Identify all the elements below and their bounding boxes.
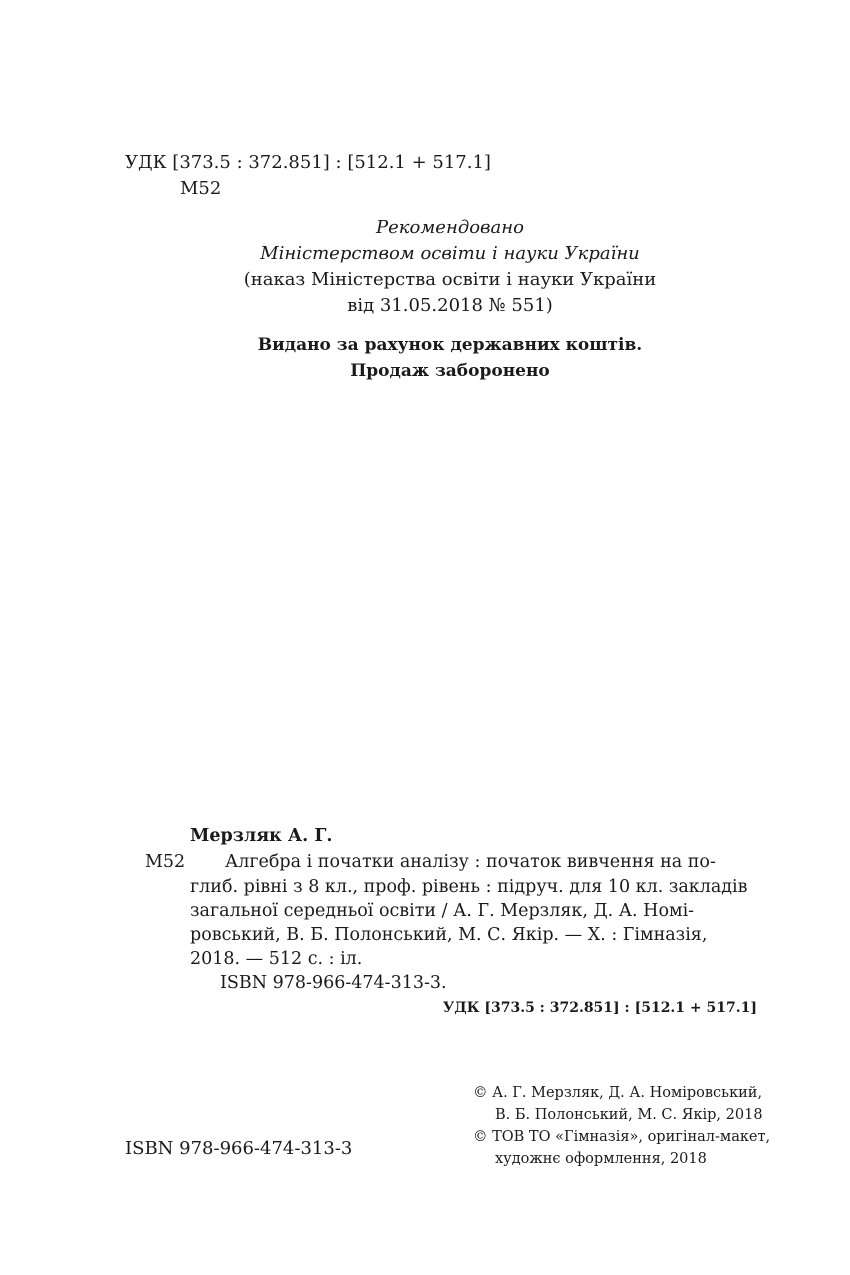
catalog-line-2: глиб. рівні з 8 кл., проф. рівень : підруч. для 10 кл. закладів bbox=[190, 877, 748, 897]
copyright-publisher-line-1: © ТОВ ТО «Гімназія», оригінал-макет, bbox=[473, 1129, 771, 1145]
catalog-line-5: 2018. — 512 с. : іл. bbox=[190, 949, 363, 969]
recommendation-line-3: (наказ Міністерства освіти і науки України bbox=[243, 269, 657, 290]
copyright-authors-line-2: В. Б. Полонський, М. С. Якір, 2018 bbox=[495, 1107, 763, 1123]
copyright-authors-line-1: © А. Г. Мерзляк, Д. А. Номіровський, bbox=[473, 1085, 763, 1101]
footer-isbn: ISBN 978-966-474-313-3 bbox=[125, 1138, 353, 1159]
recommendation-line-1: Рекомендовано bbox=[376, 217, 524, 238]
notice-block bbox=[200, 332, 700, 384]
catalog-line-3: загальної середньої освіти / А. Г. Мерзляк, Д. А. Номі- bbox=[190, 901, 695, 921]
copyright-publisher-line-2: художнє оформлення, 2018 bbox=[495, 1151, 707, 1167]
catalog-call-number: М52 bbox=[145, 852, 186, 872]
notice-line-2: Продаж заборонено bbox=[350, 361, 550, 381]
notice-line-1: Видано за рахунок державних коштів. bbox=[257, 335, 643, 355]
recommendation-line-4: від 31.05.2018 № 551) bbox=[347, 295, 553, 316]
call-number-header: М52 bbox=[180, 178, 222, 199]
catalog-isbn: ISBN 978-966-474-313-3. bbox=[220, 973, 447, 993]
catalog-author: Мерзляк А. Г. bbox=[190, 826, 333, 846]
catalog-udc: УДК [373.5 : 372.851] : [512.1 + 517.1] bbox=[442, 1000, 757, 1016]
catalog-line-1: Алгебра і початки аналізу : початок вивчення на по- bbox=[225, 852, 716, 872]
catalog-line-4: ровський, В. Б. Полонський, М. С. Якір. — Х. : Гімназія, bbox=[190, 925, 708, 945]
recommendation-block bbox=[200, 215, 700, 319]
recommendation-line-2: Міністерством освіти і науки України bbox=[260, 243, 640, 264]
udc-header: УДК [373.5 : 372.851] : [512.1 + 517.1] bbox=[125, 152, 491, 173]
